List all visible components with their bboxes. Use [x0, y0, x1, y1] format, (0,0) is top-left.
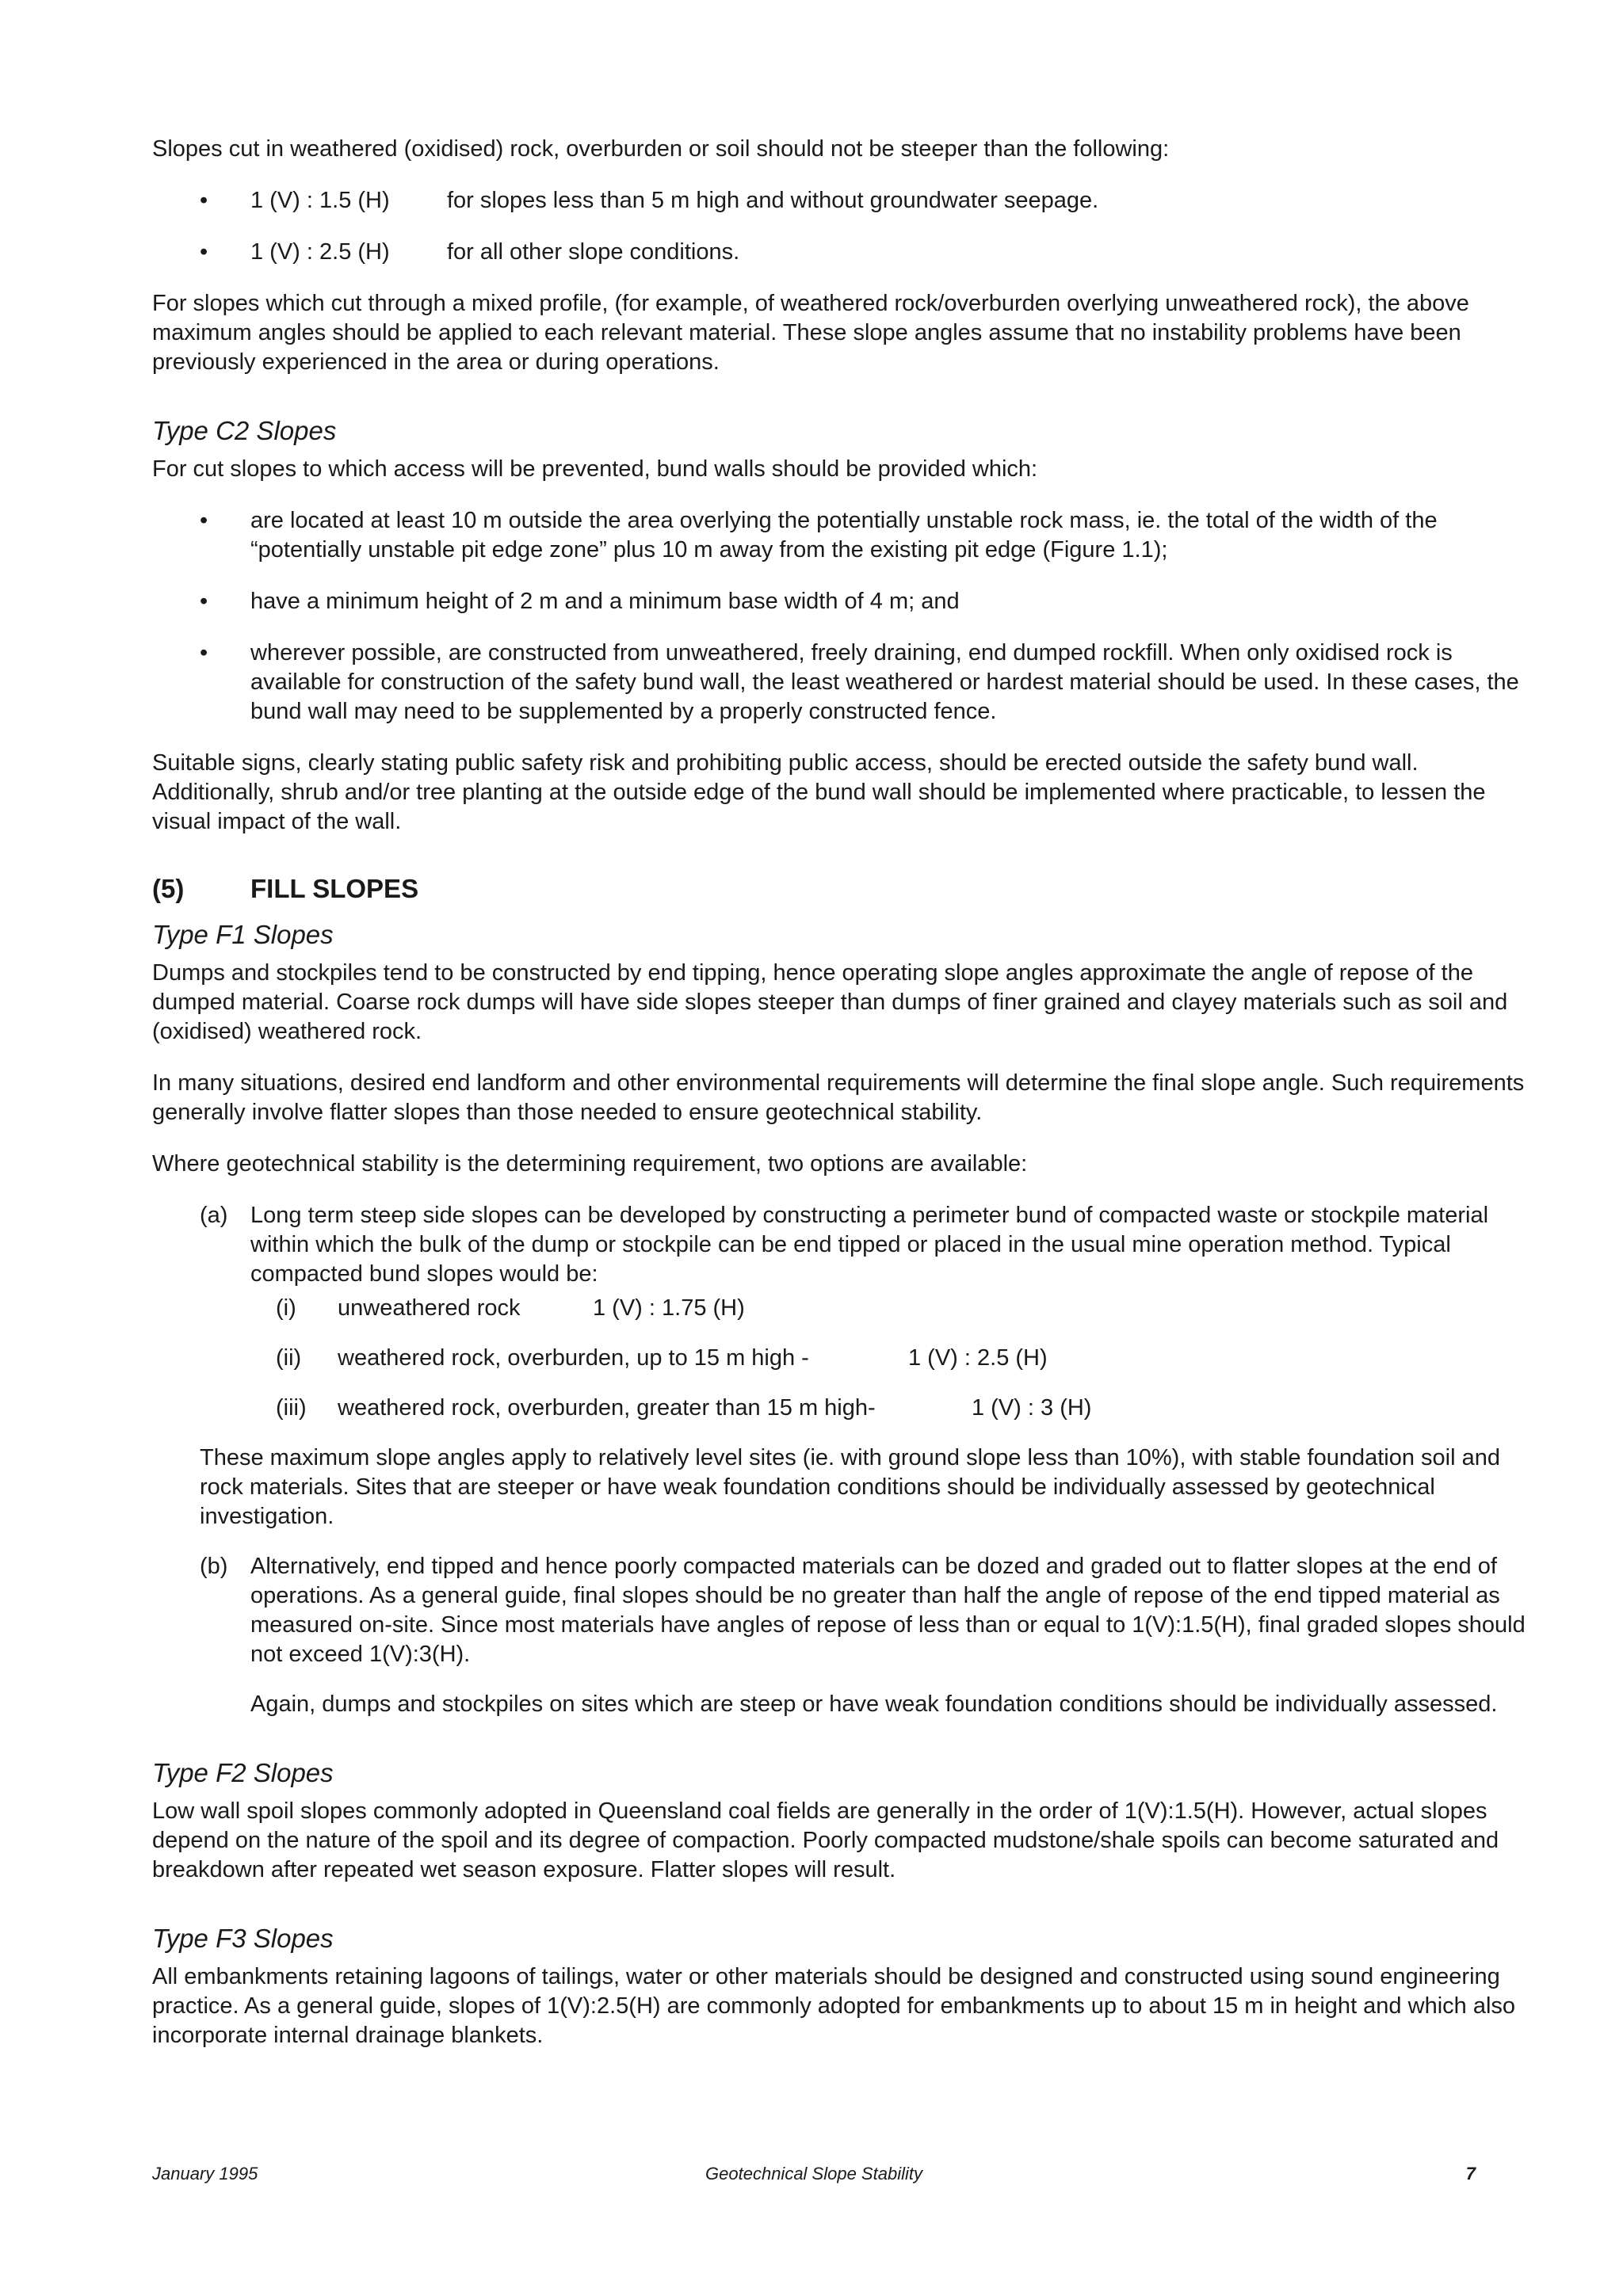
- page-number: 7: [1465, 2164, 1476, 2183]
- list-item: [152, 238, 1531, 267]
- option-text: Long term steep side slopes can be developed by constructing a perimeter bund of compacted waste or stockpile material within which the bulk of the dump or stockpile can be end tipped or placed in the usual mine operation method. Typical compacted bund slopes would be:: [250, 1203, 1489, 1287]
- slope-condition: for slopes less than 5 m high and without groundwater seepage.: [447, 188, 1099, 213]
- item-label: (ii): [276, 1345, 302, 1371]
- material-text: weathered rock, overburden, up to 15 m high -: [338, 1345, 809, 1371]
- slope-condition: for all other slope conditions.: [447, 239, 740, 265]
- f3-paragraph: All embankments retaining lagoons of tailings, water or other materials should be designed and constructed using sound engineering practice. As a general guide, slopes of 1(V):2.5(H) are commonly adopted for embankments up to about 15 m in height and which also incorporate internal drainage blankets.: [152, 1964, 1516, 2048]
- slope-ratio: 1 (V) : 2.5 (H): [250, 239, 390, 265]
- bund-wall-requirements-list: [152, 506, 1531, 727]
- mixed-profile-paragraph: For slopes which cut through a mixed profile, (for example, of weathered rock/overburden overlying unweathered rock), the above maximum angles should be applied to each relevant material. These slope angles assume that no instability problems have been previously experienced in the area or during operations.: [152, 291, 1469, 375]
- footer-title: Geotechnical Slope Stability: [705, 2164, 922, 2183]
- f3-heading: Type F3 Slopes: [152, 1924, 334, 1953]
- item-label: (i): [276, 1295, 296, 1321]
- bullet-icon: •: [200, 508, 208, 533]
- cut-slope-ratio-list: [152, 186, 1531, 267]
- f1-heading: Type F1 Slopes: [152, 920, 334, 949]
- slope-ratio: 1 (V) : 1.75 (H): [593, 1295, 745, 1321]
- slope-ratio: 1 (V) : 1.5 (H): [250, 188, 390, 213]
- slope-ratio: 1 (V) : 3 (H): [972, 1395, 1092, 1421]
- option-label: (a): [200, 1203, 228, 1228]
- list-item: [250, 1294, 1531, 1323]
- f2-heading: Type F2 Slopes: [152, 1758, 334, 1787]
- bund-slope-list: [250, 1294, 1531, 1423]
- section-title: FILL SLOPES: [250, 874, 419, 903]
- f1-paragraph-3: Where geotechnical stability is the determining requirement, two options are available:: [152, 1151, 1028, 1177]
- list-item: [250, 1394, 1531, 1423]
- section-heading: [152, 873, 1531, 905]
- signs-paragraph: Suitable signs, clearly stating public safety risk and prohibiting public access, should be erected outside the safety bund wall. Additionally, shrub and/or tree planting at the outside edge of the bund wall should be implemented where practicable, to lessen the visual impact of the wall.: [152, 750, 1486, 834]
- page-body: [152, 135, 1531, 2073]
- material-text: weathered rock, overburden, greater than 15 m high-: [338, 1395, 876, 1421]
- bullet-icon: •: [200, 188, 208, 213]
- option-a: [152, 1201, 1531, 1423]
- list-item: [152, 506, 1531, 565]
- list-item: [152, 587, 1531, 616]
- option-b: [152, 1552, 1531, 1719]
- c2-lead: For cut slopes to which access will be prevented, bund walls should be provided which:: [152, 456, 1038, 482]
- item-label: (iii): [276, 1395, 307, 1421]
- f2-paragraph: Low wall spoil slopes commonly adopted in Queensland coal fields are generally in the order of 1(V):1.5(H). However, actual slopes depend on the nature of the spoil and its degree of compaction. Poorly compacted mudstone/shale spoils can become saturated and breakdown after repeated wet season exposure. Flatter slopes will result.: [152, 1798, 1499, 1882]
- c2-heading: Type C2 Slopes: [152, 416, 337, 445]
- bullet-icon: •: [200, 589, 208, 614]
- intro-lead: Slopes cut in weathered (oxidised) rock, overburden or soil should not be steeper than the following:: [152, 136, 1170, 162]
- list-item: [250, 1344, 1531, 1373]
- list-item: [152, 639, 1531, 727]
- f1-paragraph-1: Dumps and stockpiles tend to be constructed by end tipping, hence operating slope angles approximate the angle of repose of the dumped material. Coarse rock dumps will have side slopes steeper than dumps of finer grained and clayey materials such as soil and (oxidised) weathered rock.: [152, 960, 1508, 1044]
- material-text: unweathered rock: [338, 1295, 521, 1321]
- section-number: (5): [152, 874, 185, 903]
- bullet-icon: •: [200, 640, 208, 666]
- option-b-extra: Again, dumps and stockpiles on sites which are steep or have weak foundation conditions should be individually assessed.: [250, 1691, 1498, 1717]
- requirement-text: are located at least 10 m outside the area overlying the potentially unstable rock mass, ie. the total of the width of the “potentially unstable pit edge zone” plus 10 m away from the existing pit edge (Figure 1.1);: [250, 508, 1438, 563]
- requirement-text: have a minimum height of 2 m and a minimum base width of 4 m; and: [250, 589, 960, 614]
- footer-date: January 1995: [152, 2164, 258, 2183]
- option-label: (b): [200, 1554, 228, 1579]
- list-item: [152, 186, 1531, 215]
- bullet-icon: •: [200, 239, 208, 265]
- option-text: Alternatively, end tipped and hence poorly compacted materials can be dozed and graded out to flatter slopes at the end of operations. As a general guide, final slopes should be no greater than half the angle of repose of the end tipped material as measured on-site. Since most materials have angles of repose of less than or equal to 1(V):1.5(H), final graded slopes should not exceed 1(V):3(H).: [250, 1554, 1526, 1667]
- option-a-note: These maximum slope angles apply to relatively level sites (ie. with ground slope less than 10%), with stable foundation soil and rock materials. Sites that are steeper or have weak foundation conditions should be individually assessed by geotechnical investigation.: [200, 1445, 1500, 1529]
- slope-ratio: 1 (V) : 2.5 (H): [908, 1345, 1048, 1371]
- requirement-text: wherever possible, are constructed from unweathered, freely draining, end dumped rockfill. When only oxidised rock is available for construction of the safety bund wall, the least weathered or hardest material should be used. In these cases, the bund wall may need to be supplemented by a properly constructed fence.: [250, 640, 1519, 724]
- f1-paragraph-2: In many situations, desired end landform and other environmental requirements will determine the final slope angle. Such requirements generally involve flatter slopes than those needed to ensure geotechnical stability.: [152, 1070, 1525, 1125]
